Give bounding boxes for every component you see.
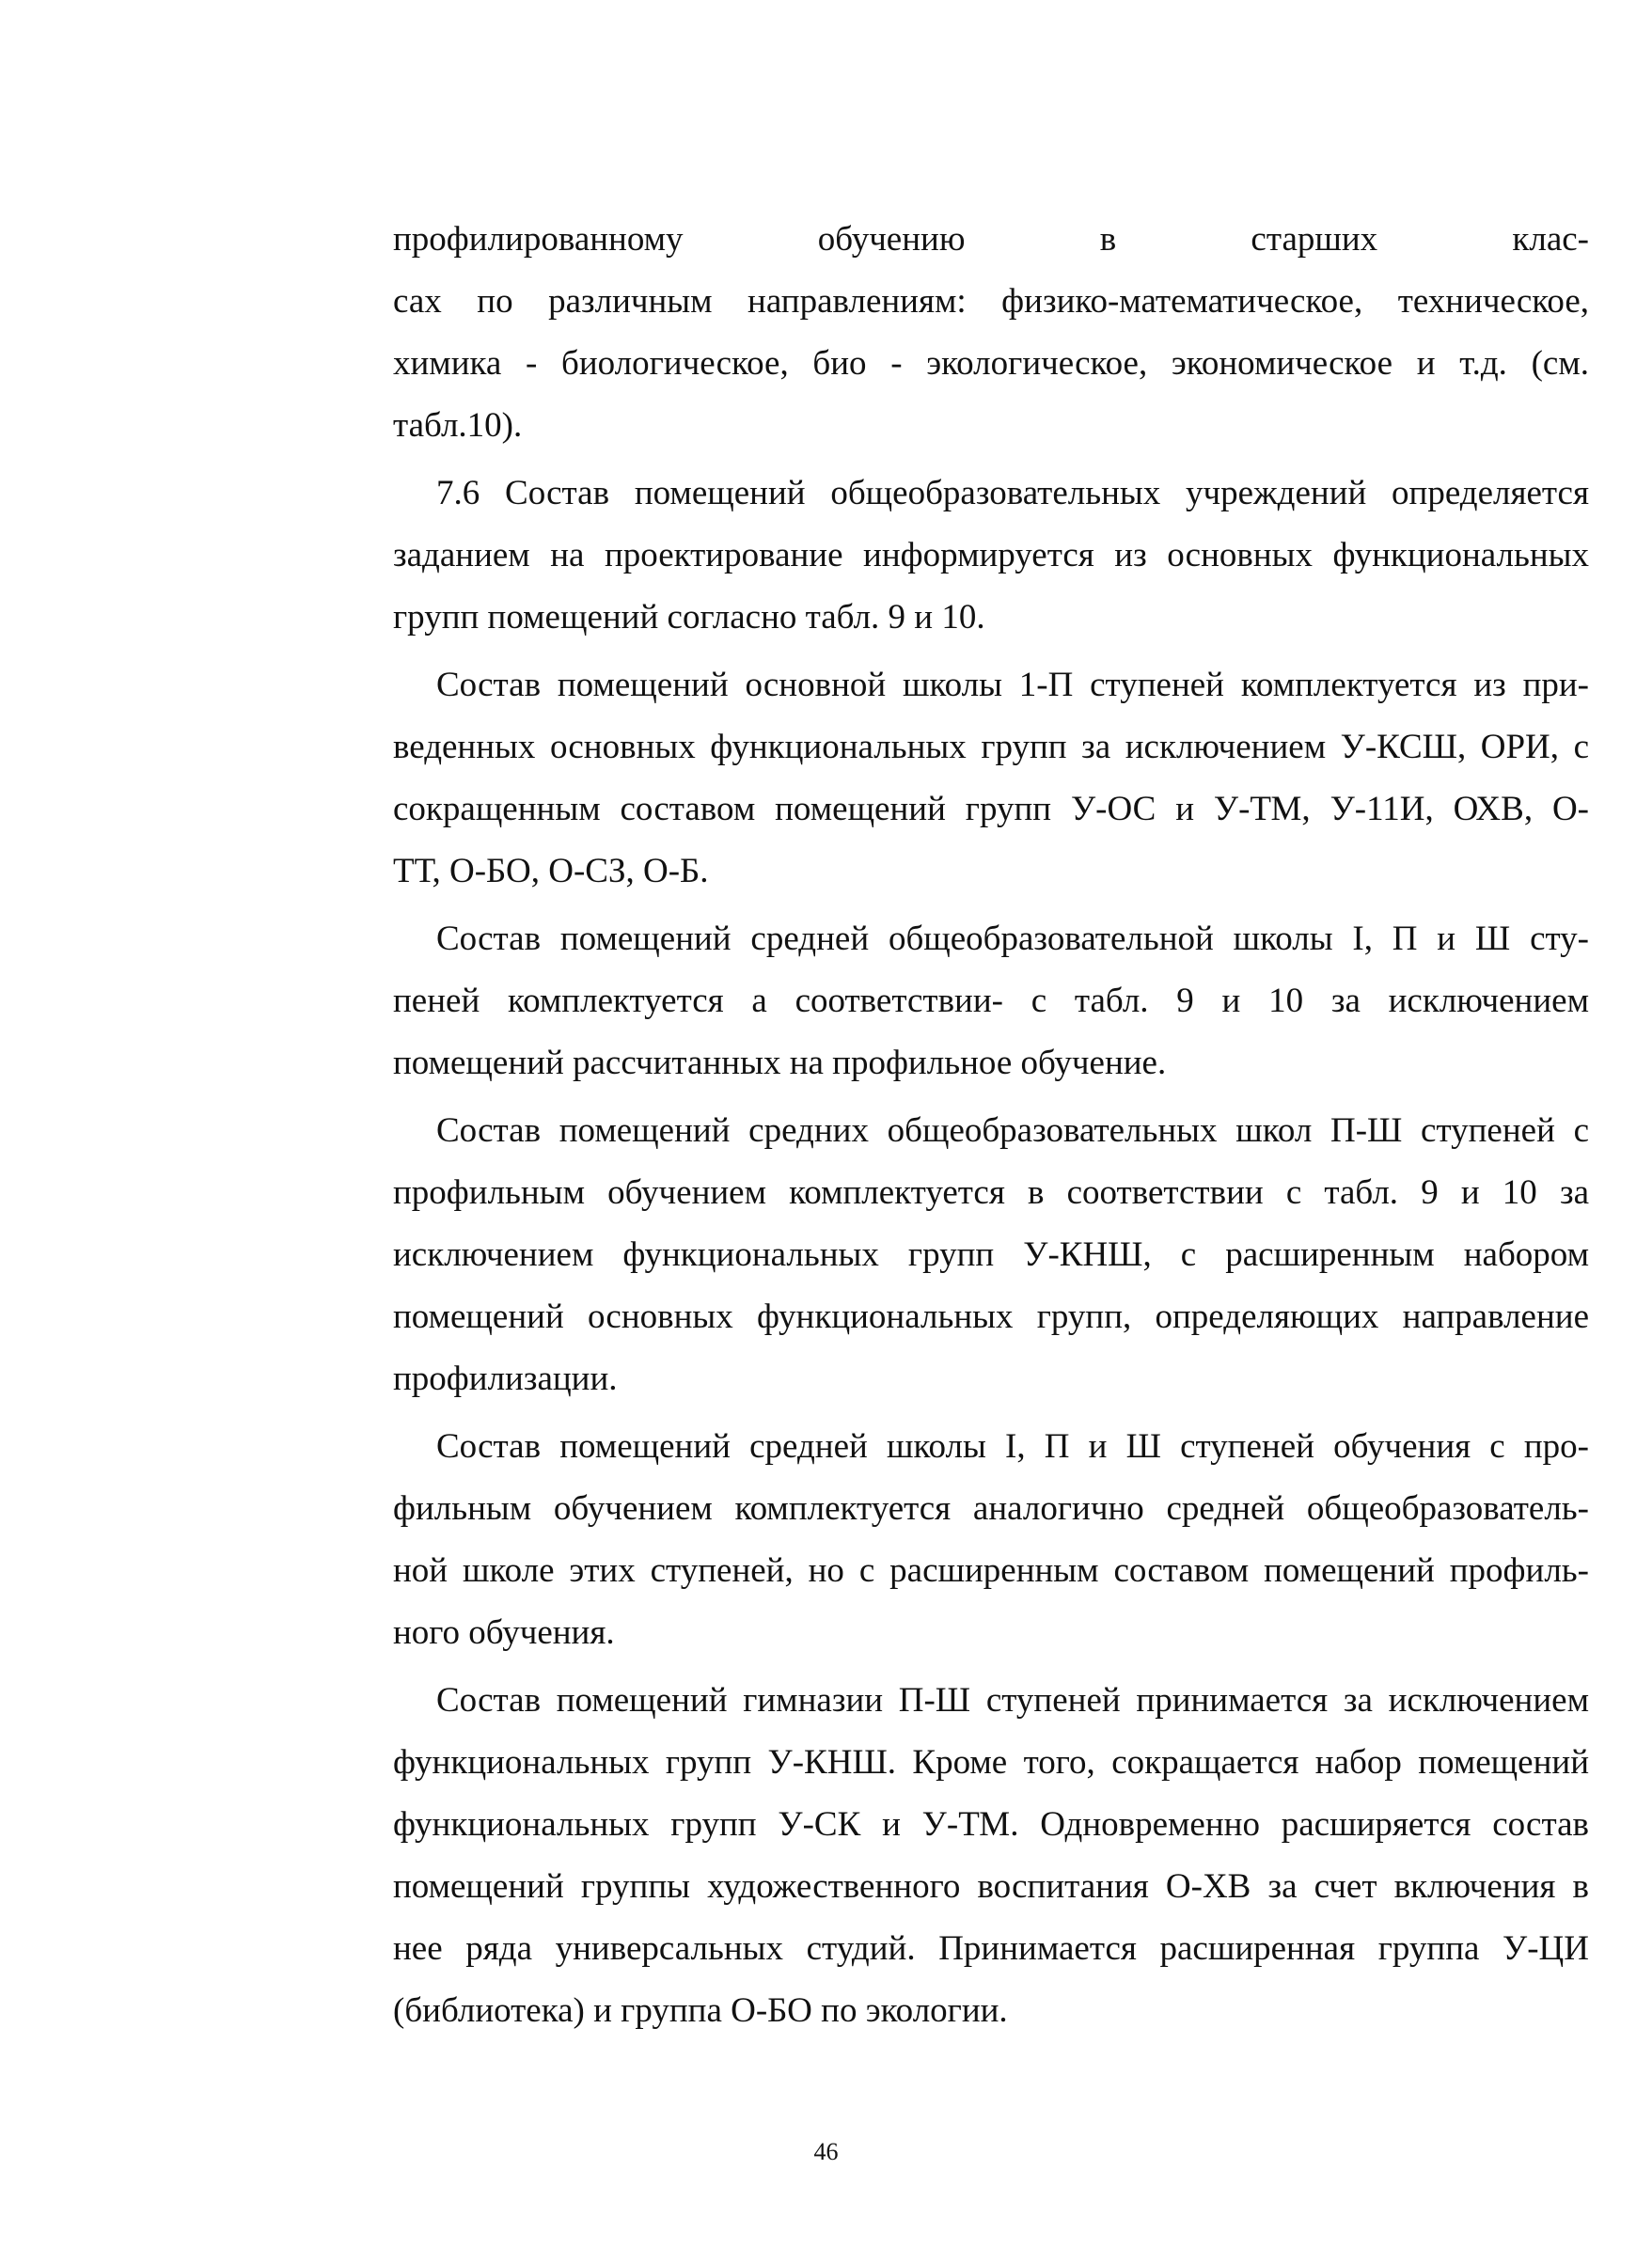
text-line: Состав помещений гимназии П-Ш ступеней принимается за исключением (436, 1681, 1589, 1720)
paragraph-profile-secondary (393, 1416, 1589, 1664)
text-line: табл.10). (393, 406, 523, 445)
text-line: заданием на проектирование информируется из основных функциональных (393, 536, 1589, 574)
text-line: 7.6 Состав помещений общеобразовательных учреждений определяется (436, 474, 1589, 512)
text-line: Состав помещений основной школы 1-П ступеней комплектуется из при- (436, 666, 1589, 704)
text-line: групп помещений согласно табл. 9 и 10. (393, 598, 985, 637)
body-text (393, 209, 1589, 2042)
text-line: профильным обучением комплектуется в соответствии с табл. 9 и 10 за (393, 1173, 1589, 1212)
text-line: помещений основных функциональных групп, определяющих направление (393, 1297, 1589, 1336)
paragraph-basic-school (393, 654, 1589, 903)
paragraph-profile-schools (393, 1100, 1589, 1410)
text-line: Состав помещений средней общеобразовательной школы I, П и Ш сту- (436, 920, 1589, 958)
text-line: Состав помещений средних общеобразовательных школ П-Ш ступеней с (436, 1111, 1589, 1150)
text-line: помещений рассчитанных на профильное обучение. (393, 1044, 1167, 1082)
text-line: фильным обучением комплектуется аналогично средней общеобразователь- (393, 1489, 1589, 1528)
text-line: сах по различным направлениям: физико-математическое, техническое, (393, 282, 1589, 321)
text-line: (библиотека) и группа О-БО по экологии. (393, 1991, 1008, 2030)
text-line: сокращенным составом помещений групп У-ОС и У-ТМ, У-11И, ОХВ, О- (393, 790, 1589, 828)
text-line: ТТ, О-БО, О-СЗ, О-Б. (393, 852, 709, 890)
text-line: ной школе этих ступеней, но с расширенным составом помещений профиль- (393, 1551, 1589, 1590)
text-line: пеней комплектуется а соответствии- с табл. 9 и 10 за исключением (393, 982, 1589, 1020)
text-line: профилированному обучению в старших клас- (393, 220, 1589, 259)
text-line: профилизации. (393, 1360, 618, 1398)
text-line: Состав помещений средней школы I, П и Ш ступеней обучения с про- (436, 1427, 1589, 1466)
text-line: нее ряда универсальных студий. Принимается расширенная группа У-ЦИ (393, 1929, 1589, 1968)
text-line: функциональных групп У-СК и У-ТМ. Одновременно расширяется состав (393, 1805, 1589, 1844)
text-line: веденных основных функциональных групп за исключением У-КСШ, ОРИ, с (393, 728, 1589, 766)
paragraph-secondary-school (393, 908, 1589, 1094)
paragraph-gymnasium (393, 1670, 1589, 2042)
paragraph-7-6 (393, 463, 1589, 649)
text-line: ного обучения. (393, 1613, 615, 1652)
page-number: 46 (813, 2138, 839, 2165)
text-line: помещений группы художественного воспитания О-ХВ за счет включения в (393, 1867, 1589, 1906)
paragraph-continuation (393, 209, 1589, 457)
text-line: химика - биологическое, био - экологическое, экономическое и т.д. (см. (393, 344, 1589, 383)
text-line: исключением функциональных групп У-КНШ, с расширенным набором (393, 1235, 1589, 1274)
text-line: функциональных групп У-КНШ. Кроме того, сокращается набор помещений (393, 1743, 1589, 1782)
